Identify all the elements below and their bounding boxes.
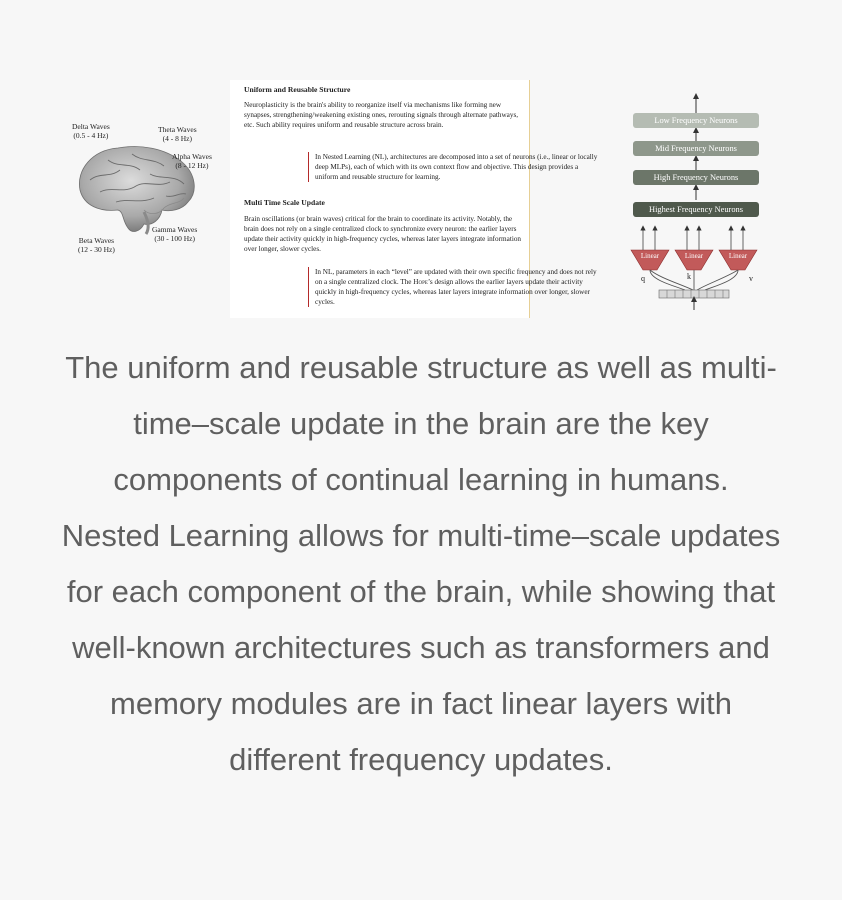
nested-learning-diagram [625,80,785,320]
k-label: k [687,272,691,281]
gamma-wave-label: Gamma Waves (30 - 100 Hz) [152,225,198,243]
alpha-wave-label: Alpha Waves (8 - 12 Hz) [172,152,212,170]
neuron-box-highest: Highest Frequency Neurons [633,202,759,217]
q-label: q [641,274,645,283]
caption-text: The uniform and reusable structure as well as multi-time–scale update in the brain are the key components of continual learning in humans. Nested Learning allows for multi-time–scale updates for each component of the brain, while showing that well-known architectures such as transformers and memory modules are in fact linear layers with different frequency updates. [61,350,781,777]
input-sequence [659,290,729,298]
neuron-box-high: High Frequency Neurons [633,170,759,185]
section-title-uniform: Uniform and Reusable Structure [244,85,351,94]
section-title-multiscale: Multi Time Scale Update [244,198,325,207]
linear-layer [631,250,669,270]
neuron-box-low: Low Frequency Neurons [633,113,759,128]
figure [60,80,780,330]
linear-layer [719,250,757,270]
neuron-box-mid: Mid Frequency Neurons [633,141,759,156]
beta-wave-label: Beta Waves (12 - 30 Hz) [78,236,115,254]
linear-layer [675,250,713,270]
linear-label-1: Linear [640,252,660,260]
text-panel [230,80,600,320]
section-body-multiscale: Brain oscillations (or brain waves) critical for the brain to coordinate its activity. Notably, the brain does not rely on a single centralized clock to synchronize every neuron: the earlier layers update their activity quickly in high-frequency cycles, whereas later layers integrate information over longer, slower cycles. [244,215,522,253]
delta-wave-label: Delta Waves (0.5 - 4 Hz) [72,122,110,140]
section-body-uniform: Neuroplasticity is the brain's ability to reorganize itself via mechanisms like forming new synapses, strengthening/weakening existing ones, rerouting signals through alternate pathways, etc. Such ability requires uniform and reusable structure across brain. [244,101,519,129]
theta-wave-label: Theta Waves (4 - 8 Hz) [158,125,197,143]
callout-uniform: In Nested Learning (NL), architectures are decomposed into a set of neurons (i.e., linear or locally deep MLPs), each of which with its own context flow and objective. This design provides a uniform and reusable structure for learning. [308,152,600,182]
callout-multiscale: In NL, parameters in each “level” are updated with their own specific frequency and does not rely on a single centralized clock. The Hope’s design allows the earlier layers update their activity quickly in high-frequency cycles, whereas later layers integrate information over longer, slower cycles. [308,267,600,307]
linear-label-2: Linear [684,252,704,260]
v-label: v [749,274,753,283]
linear-label-3: Linear [728,252,748,260]
